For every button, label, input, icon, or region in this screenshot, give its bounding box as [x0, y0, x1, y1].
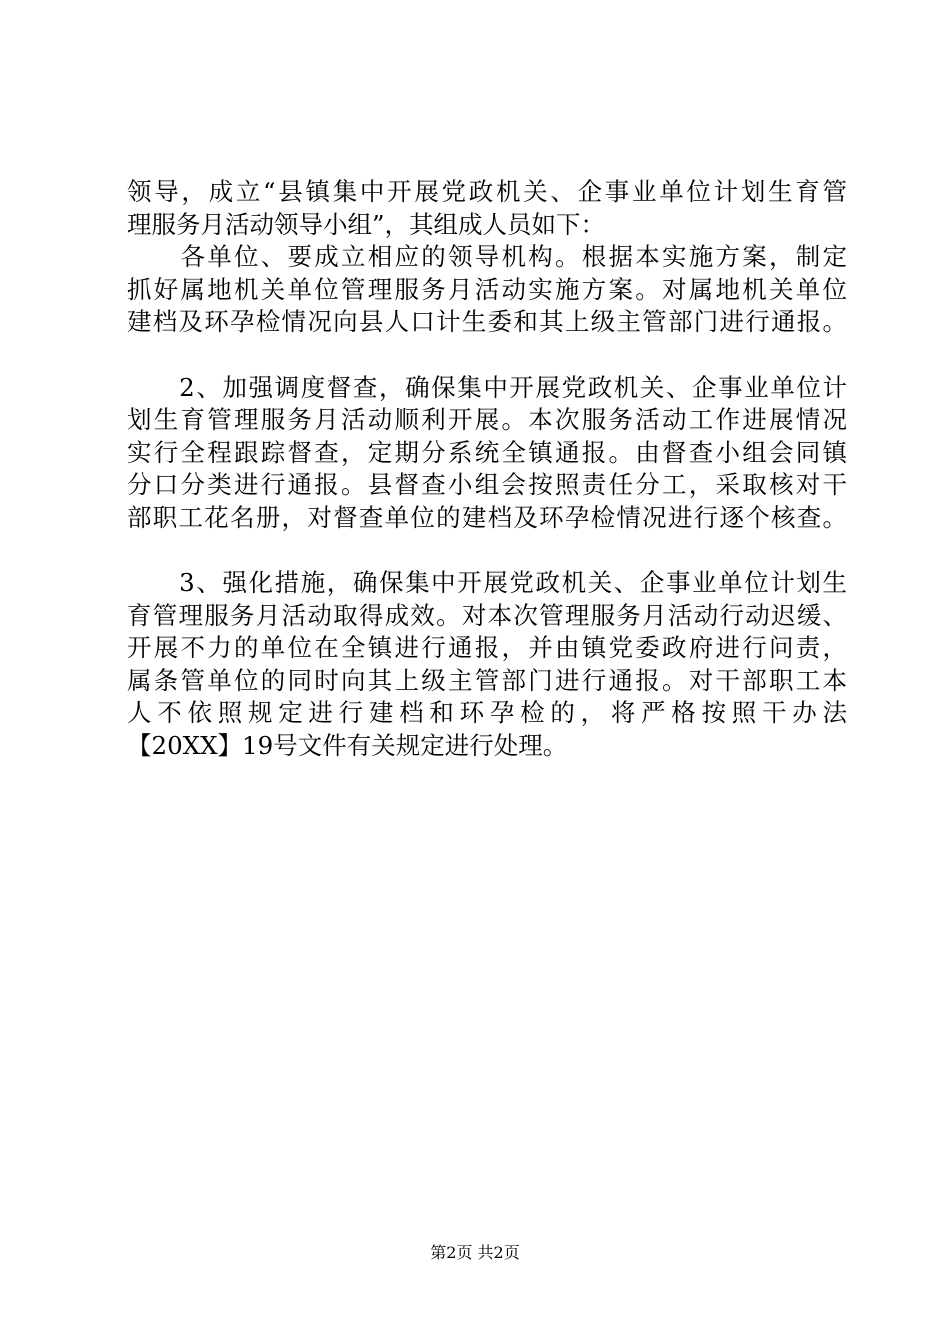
page-number-label: 第2页 共2页	[430, 1243, 520, 1262]
text-line: 实行全程跟踪督查，定期分系统全镇通报。由督查小组会同镇	[127, 437, 847, 467]
text-line: 开展不力的单位在全镇进行通报，并由镇党委政府进行问责，	[127, 633, 847, 662]
text-line: 育管理服务月活动取得成效。对本次管理服务月活动行动迟缓、	[127, 600, 847, 630]
text-line: 部职工花名册，对督查单位的建档及环孕检情况进行逐个核查。	[127, 502, 847, 532]
text-line: 3、强化措施，确保集中开展党政机关、企事业单位计划生	[127, 568, 847, 597]
paragraph-item-3	[127, 567, 847, 762]
paragraph-item-2	[127, 372, 847, 535]
text-line: 理服务月活动领导小组”，其组成人员如下：	[127, 209, 606, 239]
text-line: 领导，成立“县镇集中开展党政机关、企事业单位计划生育管	[127, 177, 847, 206]
text-line: 属条管单位的同时向其上级主管部门进行通报。对干部职工本	[127, 665, 847, 695]
paragraph-units	[127, 241, 847, 339]
text-line: 人不依照规定进行建档和环孕检的，将严格按照干办法	[127, 698, 847, 727]
text-line: 【20XX】19号文件有关规定进行处理。	[127, 730, 568, 760]
page-footer	[0, 1243, 950, 1263]
text-line: 抓好属地机关单位管理服务月活动实施方案。对属地机关单位	[127, 274, 847, 304]
text-line: 2、加强调度督查，确保集中开展党政机关、企事业单位计	[127, 372, 847, 402]
text-line: 各单位、要成立相应的领导机构。根据本实施方案，制定	[127, 242, 847, 271]
document-body	[127, 176, 847, 762]
paragraph-spacer	[127, 339, 847, 372]
paragraph-intro	[127, 176, 847, 241]
text-line: 分口分类进行通报。县督查小组会按照责任分工，采取核对干	[127, 470, 847, 499]
text-line: 划生育管理服务月活动顺利开展。本次服务活动工作进展情况	[127, 405, 847, 434]
paragraph-spacer	[127, 534, 847, 567]
text-line: 建档及环孕检情况向县人口计生委和其上级主管部门进行通报。	[127, 307, 847, 336]
